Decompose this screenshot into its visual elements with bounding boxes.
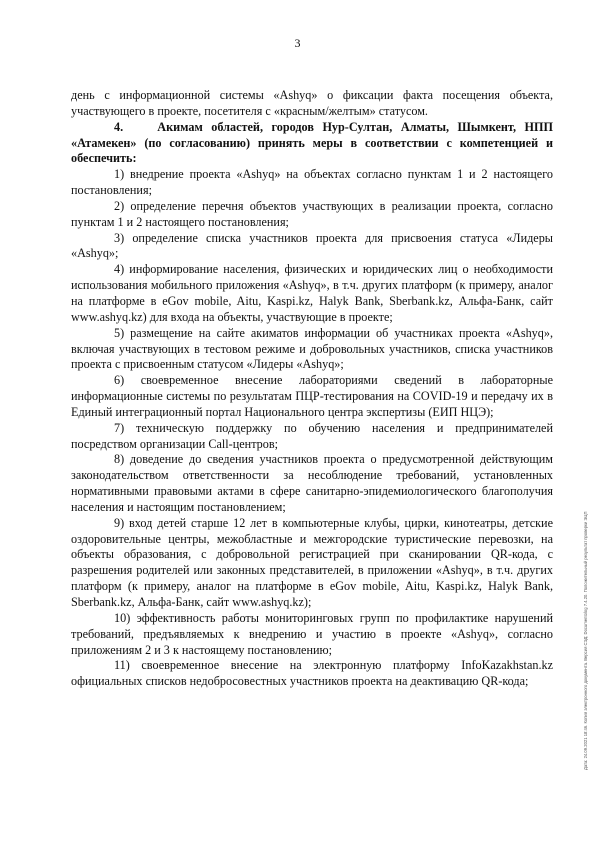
page-number: 3 xyxy=(294,36,301,50)
list-item-4: 4) информирование населения, физических и юридических лиц о необходимости использования мобильного приложения «Ashyq», в т.ч. других платформ (к примеру, аналог на платформе в eGov mobile, Aitu, Kaspi.kz, Halyk Bank, Sberbank.kz, Альфа-Банк, сайт www.ashyq.kz) для входа на объекты, участвующие в проекте; xyxy=(71,262,553,324)
list-item-7: 7) техническую поддержку по обучению населения и предпринимателей посредством организации Call-центров; xyxy=(71,420,553,451)
list-item-11: 11) своевременное внесение на электронную платформу InfoKazakhstan.kz официальных списков недобросовестных участников проекта на деактивацию QR-кода; xyxy=(71,658,553,689)
list-item-8: 8) доведение до сведения участников проекта о предусмотренной действующим законодательством ответственности за несоблюдение требований, установленных нормативными правовыми актами в сфере санитарно-эпидемиологического благополучия населения и настоящим постановлением; xyxy=(71,452,553,514)
paragraph-item-4: 4. Акимам областей, городов Нур-Султан, Алматы, Шымкент, НПП «Атамекен» (по согласованию) принять меры в соответствии с компетенцией и обеспечить: xyxy=(71,119,553,166)
list-item-1: 1) внедрение проекта «Ashyq» на объектах согласно пунктам 1 и 2 настоящего постановления; xyxy=(71,167,553,198)
list-item-10: 10) эффективность работы мониторинговых групп по профилактике нарушений требований, предъявляемых к внедрению и участию в проекте «Ashyq», согласно приложениям 2 и 3 к настоящему постановлению; xyxy=(71,610,553,657)
side-note-text: Дата: 24.09.2021 18:46. Копия электронного документа. Версия СЭД: Documentolog 7.4.20. Положительный результат проверки ЭЦП xyxy=(583,511,588,770)
list-item-6: 6) своевременное внесение лабораториями сведений в лабораторные информационные системы по результатам ПЦР-тестирования на COVID-19 и передачу их в Единый интеграционный портал Национального центра экспертизы (ЕИП НЦЭ); xyxy=(71,373,553,419)
signature-verification-note xyxy=(575,130,587,770)
list-item-2: 2) определение перечня объектов участвующих в реализации проекта, согласно пунктам 1 и 2 настоящего постановления; xyxy=(71,198,553,229)
list-item-5: 5) размещение на сайте акиматов информации об участниках проекта «Ashyq», включая участвующих в тестовом режиме и добровольных участников, списка участников проекта с присвоенным статусом «Лидеры «Ashyq»; xyxy=(71,325,553,372)
paragraph-continuation: день с информационной системы «Ashyq» о фиксации факта посещения объекта, участвующего в проекте, посетителя с «красным/желтым» статусом. xyxy=(71,88,553,118)
document-body xyxy=(71,88,553,690)
list-item-9: 9) вход детей старше 12 лет в компьютерные клубы, цирки, кинотеатры, детские оздоровительные центры, межобластные и межгородские туристические перевозки, на объекты образования, с добровольной регистрацией при сканировании QR-кода, с разрешения родителей или законных представителей, в приложении «Ashyq», в т.ч. других платформ (к примеру, аналог на платформе в eGov mobile, Aitu, Kaspi.kz, Halyk Bank, Sberbank.kz, Альфа-Банк, сайт www.ashyq.kz); xyxy=(71,515,553,609)
list-item-3: 3) определение списка участников проекта для присвоения статуса «Лидеры «Ashyq»; xyxy=(71,230,553,261)
